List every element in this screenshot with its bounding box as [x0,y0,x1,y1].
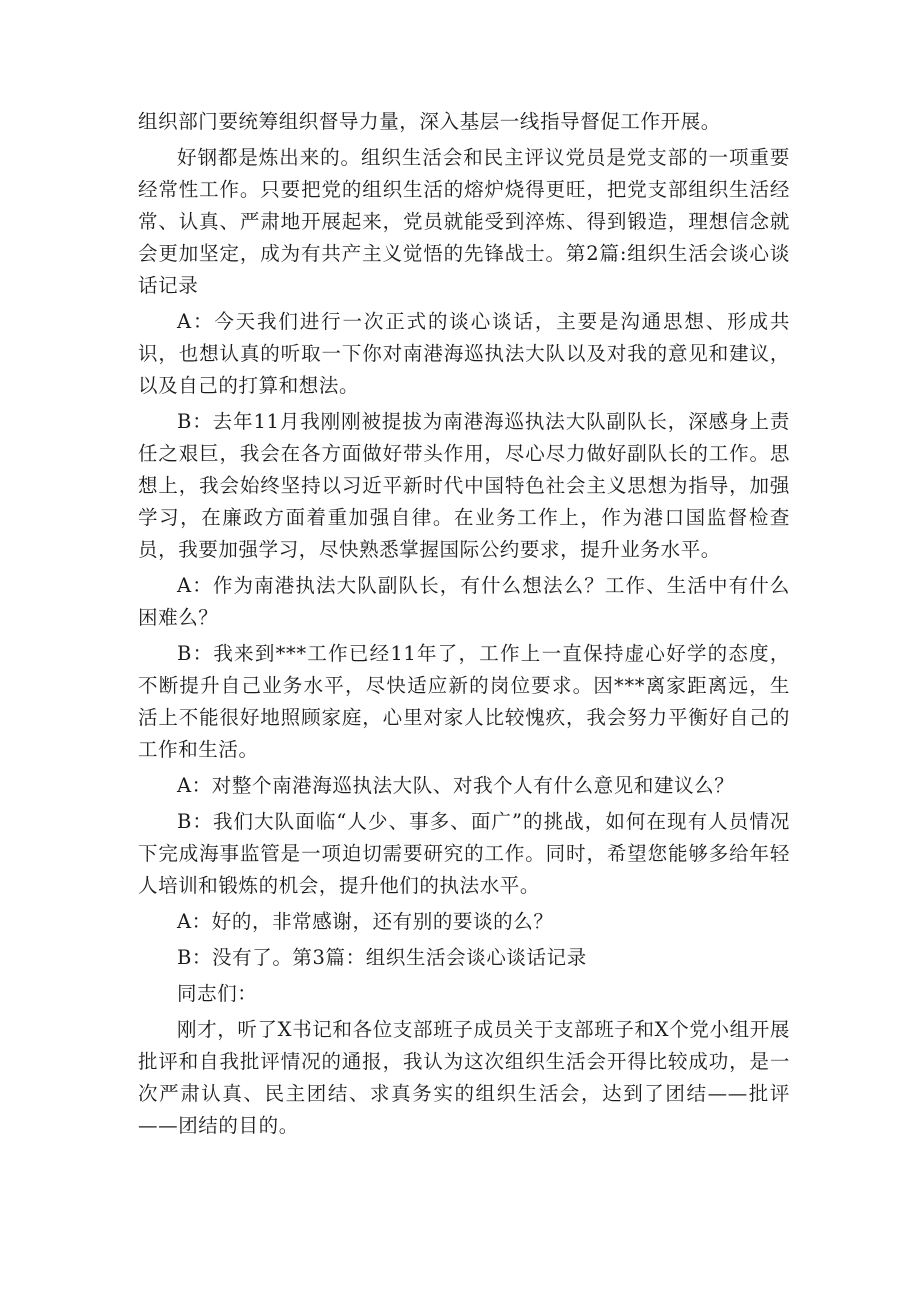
paragraph: 好钢都是炼出来的。组织生活会和民主评议党员是党支部的一项重要经常性工作。只要把党的组织生活的熔炉烧得更旺，把党支部组织生活经常、认真、严肃地开展起来，党员就能受到淬炼、得到锻造，理想信念就会更加坚定，成为有共产主义觉悟的先锋战士。第2篇:组织生活会谈心谈话记录 [138,146,790,297]
dialogue-paragraph: A：今天我们进行一次正式的谈心谈话，主要是沟通思想、形成共识，也想认真的听取一下你对南港海巡执法大队以及对我的意见和建议，以及自己的打算和想法。 [138,310,790,397]
dialogue-paragraph: A：作为南港执法大队副队长，有什么想法么？工作、生活中有什么困难么？ [138,574,790,629]
salutation: 同志们： [177,982,258,1005]
paragraph: 刚才，听了X书记和各位支部班子成员关于支部班子和X个党小组开展批评和自我批评情况的通报，我认为这次组织生活会开得比较成功，是一次严肃认真、民主团结、求真务实的组织生活会，达到了团结——批评——团结的目的。 [138,1018,790,1137]
dialogue-paragraph: B：我们大队面临“人少、事多、面广”的挑战，如何在现有人员情况下完成海事监管是一项迫切需要研究的工作。同时，希望您能够多给年轻人培训和锻炼的机会，提升他们的执法水平。 [138,810,790,897]
dialogue-paragraph: A：好的，非常感谢，还有别的要谈的么？ [177,910,554,933]
dialogue-paragraph: B：没有了。第3篇：组织生活会谈心谈话记录 [177,946,587,969]
dialogue-paragraph: B：我来到***工作已经11年了，工作上一直保持虚心好学的态度，不断提升自己业务水平，尽快适应新的岗位要求。因***离家距离远，生活上不能很好地照顾家庭，心里对家人比较愧疚，我会努力平衡好自己的工作和生活。 [138,642,790,761]
paragraph: 组织部门要统筹组织督导力量，深入基层一线指导督促工作开展。 [138,110,721,133]
document-body [138,106,790,1146]
dialogue-paragraph: B：去年11月我刚刚被提拔为南港海巡执法大队副队长，深感身上责任之艰巨，我会在各方面做好带头作用，尽心尽力做好副队长的工作。思想上，我会始终坚持以习近平新时代中国特色社会主义思想为指导，加强学习，在廉政方面着重加强自律。在业务工作上，作为港口国监督检查员，我要加强学习，尽快熟悉掌握国际公约要求，提升业务水平。 [138,410,790,561]
dialogue-paragraph: A：对整个南港海巡执法大队、对我个人有什么意见和建议么？ [177,774,735,797]
